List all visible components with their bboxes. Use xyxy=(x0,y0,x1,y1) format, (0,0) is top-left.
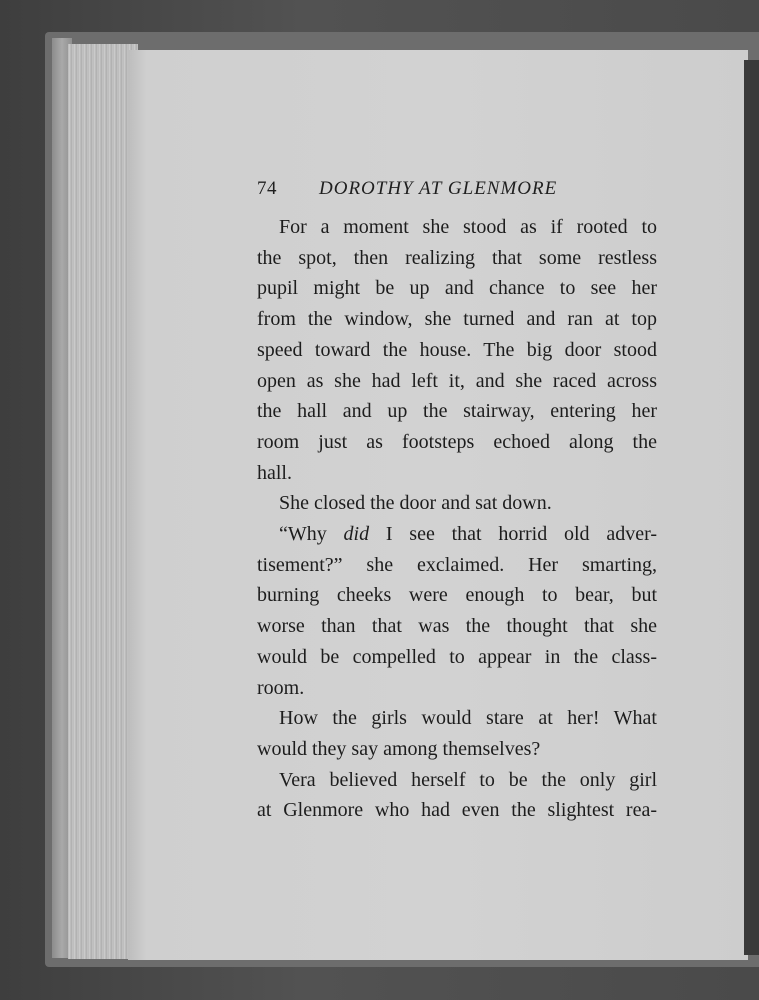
text-line: from the window, she turned and ran at top xyxy=(257,308,657,331)
text-line: the spot, then realizing that some restless xyxy=(257,246,657,269)
text-line: speed toward the house. The big door stood xyxy=(257,338,657,361)
text-line: at Glenmore who had even the slightest rea- xyxy=(257,799,657,822)
text-line: burning cheeks were enough to bear, but xyxy=(257,584,657,607)
text-line: Vera believed herself to be the only girl xyxy=(279,768,657,791)
text-line: pupil might be up and chance to see her xyxy=(257,277,657,300)
text-line: room just as footsteps echoed along the xyxy=(257,430,657,453)
text-line: tisement?” she exclaimed. Her smarting, xyxy=(257,553,657,576)
text-line: worse than that was the thought that she xyxy=(257,615,657,638)
text-line: would they say among themselves? xyxy=(257,737,541,760)
facing-page-edge xyxy=(744,60,759,955)
text-line: “Why did I see that horrid old adver- xyxy=(279,523,657,546)
text-line: How the girls would stare at her! What xyxy=(279,707,657,730)
text-line: would be compelled to appear in the class- xyxy=(257,645,657,668)
body-text xyxy=(257,212,657,826)
text-line: She closed the door and sat down. xyxy=(279,492,552,515)
text-line: For a moment she stood as if rooted to xyxy=(279,216,657,238)
text-line: open as she had left it, and she raced across xyxy=(257,369,657,392)
page-number: 74 xyxy=(257,178,277,199)
text-line: the hall and up the stairway, entering her xyxy=(257,400,657,423)
running-head xyxy=(257,178,657,200)
emphasis: did xyxy=(343,523,370,546)
book-title: DOROTHY AT GLENMORE xyxy=(319,178,558,199)
text-line: room. xyxy=(257,676,305,699)
text-line: hall. xyxy=(257,461,292,484)
